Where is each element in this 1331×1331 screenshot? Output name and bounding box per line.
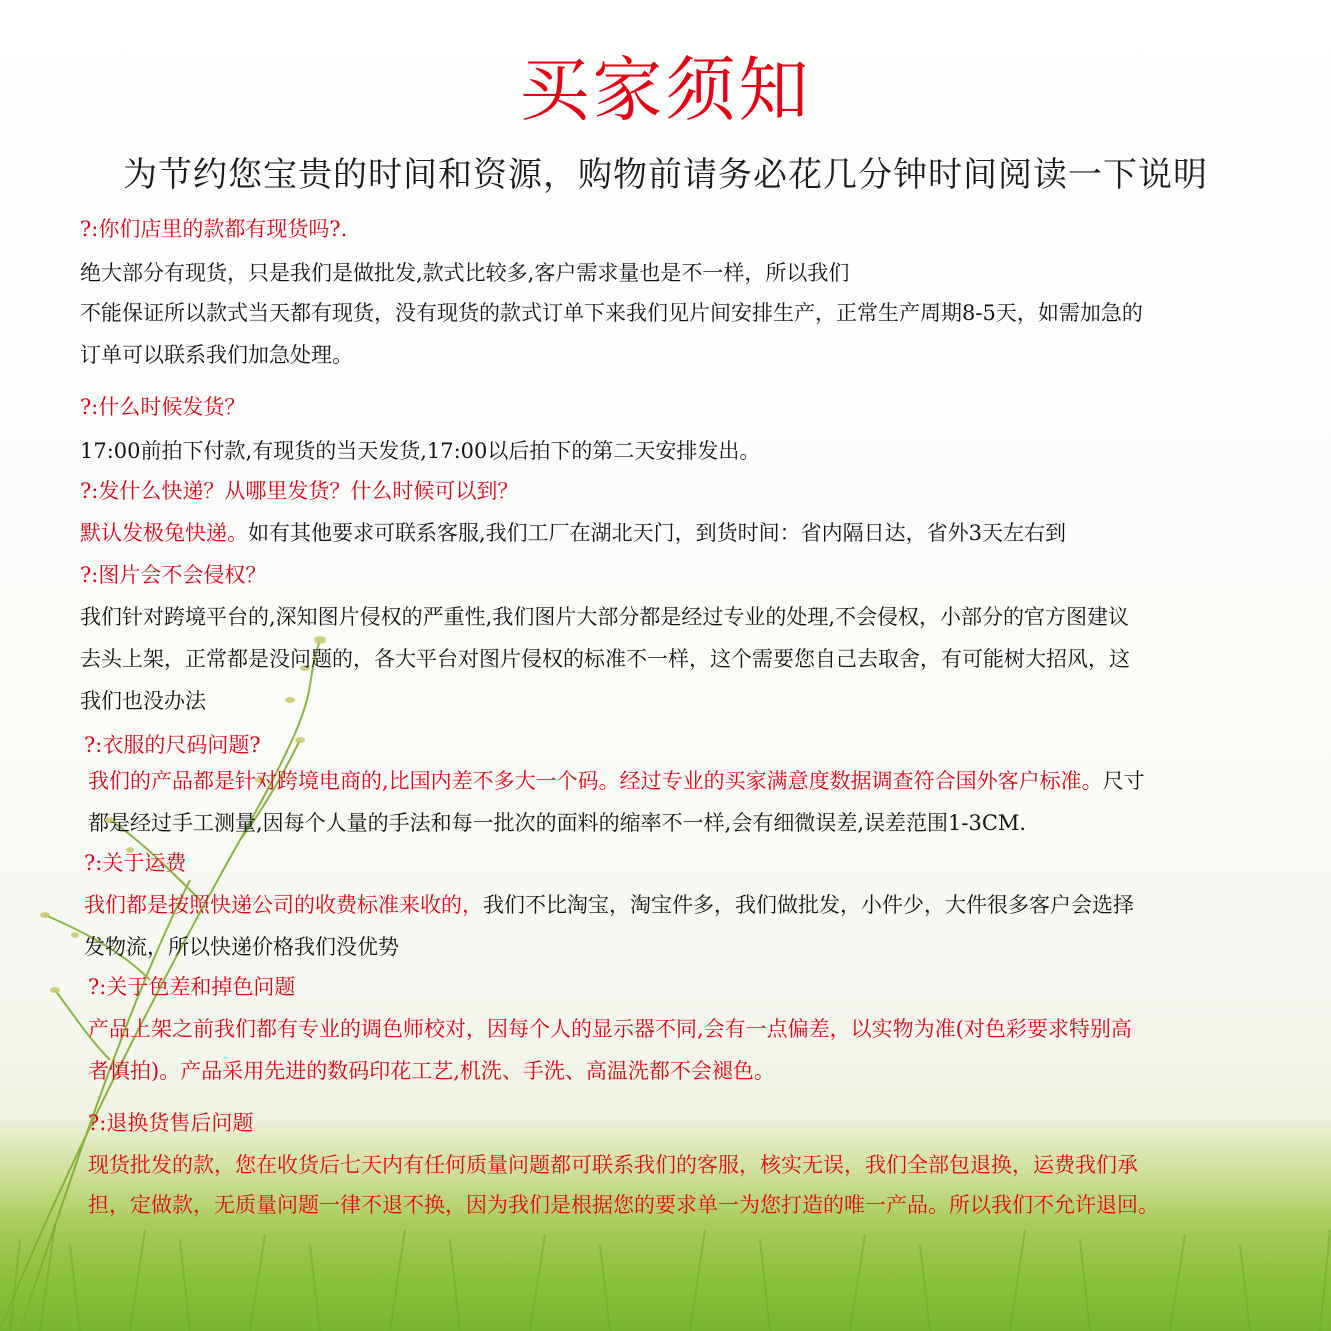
answer-courier-line1 <box>80 518 1066 548</box>
answer-image-rights-line2: 去头上架，正常都是没问题的，各大平台对图片侵权的标准不一样，这个需要您自己去取舍，有可能树大招风，这 <box>80 647 1130 671</box>
answer-image-rights-line3: 我们也没办法 <box>80 689 206 713</box>
answer-sizing-measure-word: 尺寸 <box>1102 769 1145 793</box>
question-stock: ?:你们店里的款都有现货吗?. <box>80 217 348 241</box>
answer-sizing-line1 <box>88 766 1145 796</box>
question-image-rights: ?:图片会不会侵权？ <box>80 563 267 587</box>
answer-returns-line2: 担，定做款，无质量问题一律不退不换，因为我们是根据您的要求单一为您打造的唯一产品。所以我们不允许退回。 <box>88 1193 1159 1217</box>
page-subtitle: 为节约您宝贵的时间和资源，购物前请务必花几分钟时间阅读一下说明 <box>123 155 1208 195</box>
answer-sizing-line2: 都是经过手工测量,因每个人量的手法和每一批次的面料的缩率不一样,会有细微误差,误差范围1-3CM. <box>88 811 1027 835</box>
answer-shipping-fee-line1 <box>84 890 1134 920</box>
answer-stock-line2: 不能保证所以款式当天都有现货，没有现货的款式订单下来我们见片间安排生产，正常生产周期8-5天，如需加急的 <box>80 301 1143 325</box>
answer-shipping-fee-line2: 发物流，所以快递价格我们没优势 <box>84 935 399 959</box>
answer-courier-detail: 如有其他要求可联系客服,我们工厂在湖北天门，到货时间：省内隔日达，省外3天左右到 <box>248 521 1067 545</box>
answer-ship-time-line1: 17:00前拍下付款,有现货的当天发货,17:00以后拍下的第二天安排发出。 <box>80 439 761 463</box>
answer-courier-default: 默认发极兔快递。 <box>80 521 248 545</box>
page-title: 买家须知 <box>519 49 812 131</box>
answer-color-line2: 者慎拍)。产品采用先进的数码印花工艺,机洗、手洗、高温洗都不会褪色。 <box>88 1059 775 1083</box>
answer-color-line1: 产品上架之前我们都有专业的调色师校对，因每个人的显示器不同,会有一点偏差，以实物为准(对色彩要求特别高 <box>88 1017 1132 1041</box>
question-ship-time: ?:什么时候发货？ <box>80 395 246 419</box>
answer-image-rights-line1: 我们针对跨境平台的,深知图片侵权的严重性,我们图片大部分都是经过专业的处理,不会侵权，小部分的官方图建议 <box>80 605 1130 629</box>
answer-sizing-standard: 我们的产品都是针对跨境电商的,比国内差不多大一个码。经过专业的买家满意度数据调查符合国外客户标准。 <box>88 769 1103 793</box>
question-courier: ?:发什么快递？从哪里发货？什么时候可以到？ <box>80 479 519 503</box>
question-sizing: ?:衣服的尺码问题? <box>84 733 261 757</box>
answer-shipping-fee-standard: 我们都是按照快递公司的收费标准来收的， <box>84 893 483 917</box>
answer-stock-line1: 绝大部分有现货，只是我们是做批发,款式比较多,客户需求量也是不一样，所以我们 <box>80 261 850 285</box>
question-shipping-fee: ?:关于运费 <box>84 851 187 875</box>
question-color: ?:关于色差和掉色问题 <box>88 975 296 999</box>
question-returns: ?:退换货售后问题 <box>88 1111 254 1135</box>
answer-returns-line1: 现货批发的款，您在收货后七天内有任何质量问题都可联系我们的客服，核实无误，我们全部包退换，运费我们承 <box>88 1153 1138 1177</box>
answer-stock-line3: 订单可以联系我们加急处理。 <box>80 343 353 367</box>
answer-shipping-fee-detail: 我们不比淘宝，淘宝件多，我们做批发，小件少，大件很多客户会选择 <box>483 893 1134 917</box>
